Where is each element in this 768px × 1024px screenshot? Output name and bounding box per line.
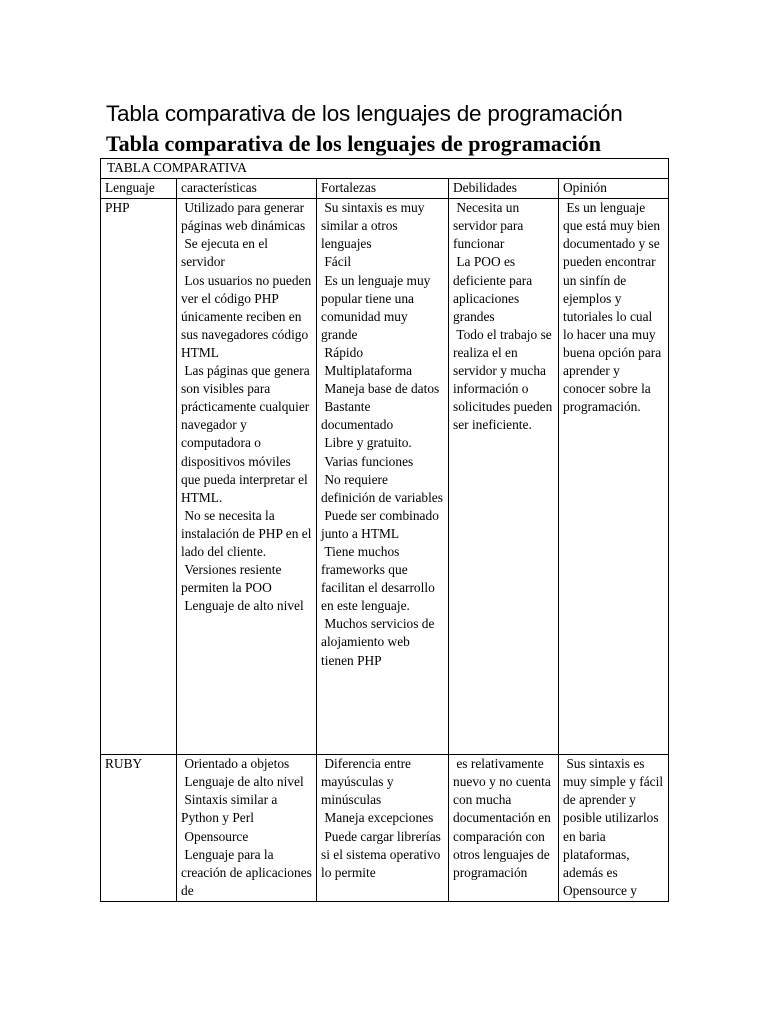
cell-language: RUBY <box>101 755 177 902</box>
list-item: Los usuarios no pueden ver el código PHP únicamente reciben en sus navegadores código HTML <box>181 272 312 360</box>
list-item: Es un lenguaje muy popular tiene una comunidad muy grande <box>321 272 431 342</box>
page-title-sans: Tabla comparativa de los lenguajes de programación <box>106 101 623 126</box>
cell-fortalezas <box>317 755 449 902</box>
list-item: Rápido <box>324 344 364 360</box>
cell-opinion <box>559 755 669 902</box>
cell-opinion <box>559 199 669 755</box>
list-item: Puede ser combinado junto a HTML <box>321 507 439 541</box>
list-item: es relativamente nuevo y no cuenta con mucha documentación en comparación con otros lenguajes de programación <box>453 756 551 880</box>
list-item: Las páginas que genera son visibles para prácticamente cualquier navegador y computadora o dispositivos móviles que pueda interpretar el HTML. <box>181 363 310 505</box>
table-row <box>101 755 669 902</box>
list-item: Su sintaxis es muy similar a otros lenguajes <box>321 200 425 252</box>
list-item: Tiene muchos frameworks que facilitan el desarrollo en este lenguaje. <box>321 543 435 614</box>
list-item: Versiones resiente permiten la POO <box>181 562 282 596</box>
list-item: La POO es deficiente para aplicaciones grandes <box>453 254 533 324</box>
cell-caracteristicas <box>177 755 317 902</box>
list-item: Opensource <box>184 828 249 844</box>
list-item: Puede cargar librerías si el sistema operativo lo permite <box>321 828 441 880</box>
list-item: Multiplataforma <box>324 363 413 379</box>
list-item: Orientado a objetos <box>184 756 290 772</box>
list-item: Se ejecuta en el servidor <box>181 236 269 270</box>
list-item: Utilizado para generar páginas web dinámicas <box>181 200 306 234</box>
cell-fortalezas <box>317 199 449 755</box>
cell-debilidades <box>449 199 559 755</box>
table-row <box>101 199 669 755</box>
page-title-serif: Tabla comparativa de los lenguajes de programación <box>106 131 602 156</box>
list-item: Todo el trabajo se realiza el en servidor y mucha información o solicitudes pueden ser ineficiente. <box>453 326 553 433</box>
comparison-table <box>100 158 669 902</box>
list-item: Maneja base de datos <box>324 381 440 397</box>
header-caracteristicas: características <box>177 179 317 199</box>
table-caption: TABLA COMPARATIVA <box>101 159 669 179</box>
table-header-row <box>101 179 669 199</box>
list-item: Necesita un servidor para funcionar <box>453 200 524 252</box>
cell-caracteristicas <box>177 199 317 755</box>
list-item: No requiere definición de variables <box>321 471 443 505</box>
cell-debilidades <box>449 755 559 902</box>
list-item: Sus sintaxis es muy simple y fácil de aprender y posible utilizarlos en baria plataformas, además es Opensource y <box>563 756 664 898</box>
list-item: Lenguaje para la creación de aplicaciones de <box>181 846 312 898</box>
list-item: Maneja excepciones <box>324 810 434 826</box>
cell-language: PHP <box>101 199 177 755</box>
list-item: Sintaxis similar a Python y Perl <box>181 792 278 826</box>
table-caption-row <box>101 159 669 179</box>
header-lenguaje: Lenguaje <box>101 179 177 199</box>
header-fortalezas: Fortalezas <box>317 179 449 199</box>
list-item: Fácil <box>324 254 352 270</box>
list-item: Varias funciones <box>324 453 414 469</box>
list-item: Es un lenguaje que está muy bien documentado y se pueden encontrar un sinfín de ejemplos y tutoriales lo cual lo hacer una muy buena opción para aprender y conocer sobre la programación. <box>563 200 662 415</box>
list-item: Bastante documentado <box>321 399 394 433</box>
list-item: Lenguaje de alto nivel <box>184 774 304 790</box>
list-item: No se necesita la instalación de PHP en el lado del cliente. <box>181 507 312 559</box>
list-item: Muchos servicios de alojamiento web tienen PHP <box>321 616 435 668</box>
list-item: Diferencia entre mayúsculas y minúsculas <box>321 756 411 808</box>
header-opinion: Opinión <box>559 179 669 199</box>
header-debilidades: Debilidades <box>449 179 559 199</box>
list-item: Lenguaje de alto nivel <box>184 598 304 614</box>
list-item: Libre y gratuito. <box>324 435 412 451</box>
